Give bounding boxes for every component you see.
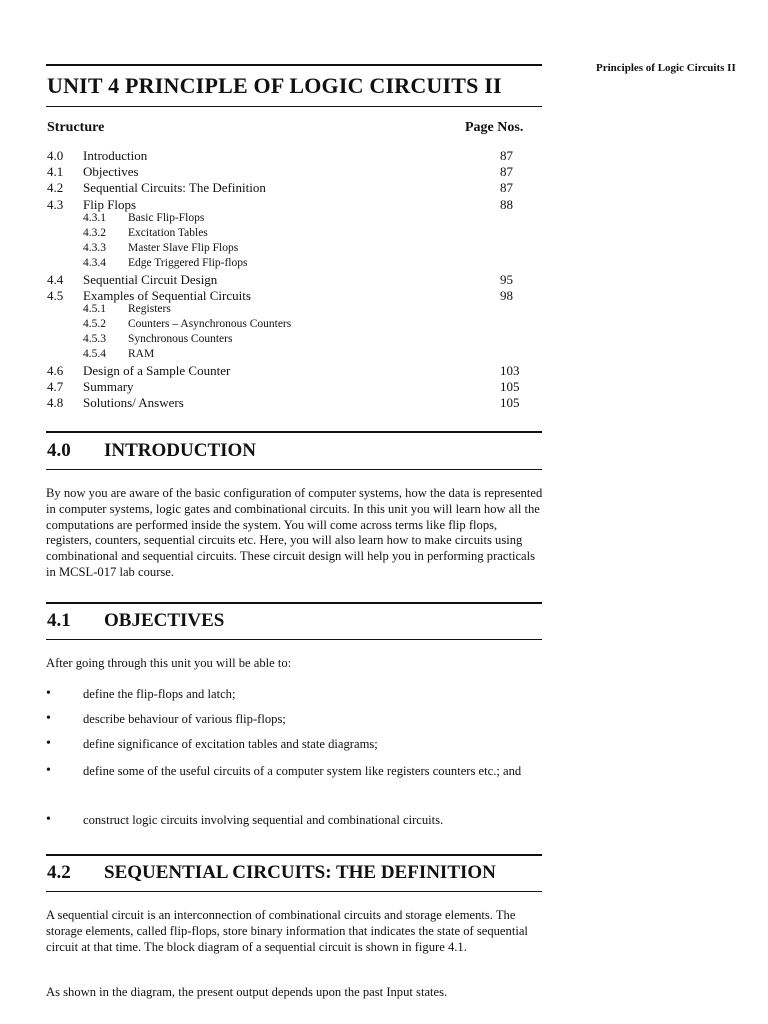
section-heading-introduction bbox=[47, 440, 256, 462]
toc-title: Flip Flops bbox=[83, 196, 137, 212]
toc-page-number: 87 bbox=[500, 164, 513, 180]
toc-number: 4.0 bbox=[47, 148, 64, 163]
toc-subentry bbox=[0, 242, 768, 258]
toc-entry bbox=[0, 395, 768, 411]
objectives-lead: After going through this unit you will be able to: bbox=[46, 656, 292, 670]
toc-page-number: 105 bbox=[500, 379, 520, 394]
structure-label: Structure bbox=[47, 120, 105, 135]
toc-page-number: 88 bbox=[500, 196, 513, 212]
toc-page-number: 87 bbox=[500, 180, 513, 196]
intro-bottom-rule bbox=[46, 469, 542, 470]
section-number: 4.0 bbox=[47, 440, 71, 461]
section-heading-sequential-circuits bbox=[47, 862, 496, 884]
toc-title: Registers bbox=[128, 302, 171, 315]
bullet-icon: • bbox=[46, 711, 51, 726]
toc-number: 4.3.4 bbox=[83, 256, 106, 269]
toc-page-number: 103 bbox=[500, 362, 520, 378]
toc-entry bbox=[0, 197, 768, 213]
section-title: OBJECTIVES bbox=[104, 610, 225, 631]
toc-page-number: 95 bbox=[500, 271, 513, 287]
toc-subentry bbox=[0, 303, 768, 319]
introduction-paragraph: By now you are aware of the basic configuration of computer systems, how the data is represented in computer systems, logic gates and combinational circuits. In this unit you will learn how all the computations are performed inside the system. You will come across terms like flip flops, registers, counters, sequential circuits etc. Here, you will also learn how to make circuits using combinational and sequential circuits. These circuit design will help you in performing practicals in MCSL-017 lab course. bbox=[46, 486, 543, 579]
toc-title: Introduction bbox=[83, 148, 148, 163]
toc-title: Synchronous Counters bbox=[128, 332, 233, 345]
toc-title: Basic Flip-Flops bbox=[128, 211, 205, 224]
bullet-icon: • bbox=[46, 763, 51, 778]
toc-subentry bbox=[0, 257, 768, 273]
toc-title: Edge Triggered Flip-flops bbox=[128, 256, 248, 269]
toc-entry bbox=[0, 363, 768, 379]
toc-title: Sequential Circuits: The Definition bbox=[83, 180, 266, 196]
toc-title: Design of a Sample Counter bbox=[83, 362, 231, 378]
page-nos-label: Page Nos. bbox=[465, 120, 524, 135]
toc-title: Solutions/ Answers bbox=[83, 395, 184, 411]
section-number: 4.1 bbox=[47, 610, 71, 631]
toc-title: Sequential Circuit Design bbox=[83, 271, 218, 287]
toc-subentry bbox=[0, 318, 768, 334]
section-title: SEQUENTIAL CIRCUITS: THE DEFINITION bbox=[104, 862, 496, 883]
toc-number: 4.3 bbox=[47, 196, 64, 212]
toc-title: Counters – Asynchronous Counters bbox=[128, 317, 292, 330]
objectives-top-rule bbox=[46, 602, 542, 604]
sequential-top-rule bbox=[46, 854, 542, 856]
toc-title: Examples of Sequential Circuits bbox=[83, 287, 251, 303]
toc-page-number: 98 bbox=[500, 287, 513, 303]
toc-page-number: 105 bbox=[500, 395, 520, 411]
toc-number: 4.3.3 bbox=[83, 241, 106, 254]
margin-note: Principles of Logic Circuits II bbox=[596, 62, 736, 74]
toc-subentry bbox=[0, 333, 768, 349]
bullet-icon: • bbox=[46, 686, 51, 701]
header-top-rule bbox=[46, 64, 542, 66]
section-number: 4.2 bbox=[47, 862, 71, 883]
toc-number: 4.5.2 bbox=[83, 317, 106, 330]
header-bottom-rule bbox=[46, 106, 542, 107]
bullet-icon: • bbox=[46, 736, 51, 751]
toc-entry bbox=[0, 164, 768, 180]
toc-entry bbox=[0, 272, 768, 288]
toc-entry bbox=[0, 148, 768, 164]
intro-top-rule bbox=[46, 431, 542, 433]
toc-number: 4.8 bbox=[47, 395, 64, 411]
sequential-bottom-rule bbox=[46, 891, 542, 892]
toc-subentry bbox=[0, 212, 768, 228]
toc-number: 4.3.1 bbox=[83, 211, 106, 224]
toc-title: Master Slave Flip Flops bbox=[128, 241, 239, 254]
toc-title: Objectives bbox=[83, 164, 139, 180]
unit-title: UNIT 4 PRINCIPLE OF LOGIC CIRCUITS II bbox=[47, 73, 502, 98]
objectives-bottom-rule bbox=[46, 639, 542, 640]
toc-number: 4.5.3 bbox=[83, 332, 106, 345]
toc-title: Excitation Tables bbox=[128, 226, 208, 239]
toc-number: 4.2 bbox=[47, 180, 64, 196]
toc-number: 4.7 bbox=[47, 379, 64, 394]
toc-entry bbox=[0, 288, 768, 304]
toc-entry bbox=[0, 180, 768, 196]
section-title: INTRODUCTION bbox=[104, 440, 257, 461]
toc-page-number: 87 bbox=[500, 148, 513, 163]
toc-number: 4.5 bbox=[47, 287, 64, 303]
toc-entry bbox=[0, 379, 768, 395]
toc-subentry bbox=[0, 227, 768, 243]
toc-subentry bbox=[0, 348, 768, 364]
toc-number: 4.5.4 bbox=[83, 347, 106, 360]
sequential-paragraph-1: A sequential circuit is an interconnection of combinational circuits and storage elements. The storage elements, called flip-flops, store binary information that indicates the state of sequential circuit at that time. The block diagram of a sequential circuit is shown in figure 4.1. bbox=[46, 908, 528, 954]
toc-number: 4.1 bbox=[47, 164, 64, 180]
toc-title: RAM bbox=[128, 347, 155, 360]
toc-number: 4.6 bbox=[47, 362, 64, 378]
toc-number: 4.4 bbox=[47, 271, 64, 287]
toc-number: 4.3.2 bbox=[83, 226, 106, 239]
sequential-paragraph-2: As shown in the diagram, the present output depends upon the past Input states. bbox=[46, 985, 448, 999]
toc-number: 4.5.1 bbox=[83, 302, 106, 315]
section-heading-objectives bbox=[47, 610, 224, 632]
bullet-icon: • bbox=[46, 812, 51, 827]
toc-title: Summary bbox=[83, 379, 134, 394]
